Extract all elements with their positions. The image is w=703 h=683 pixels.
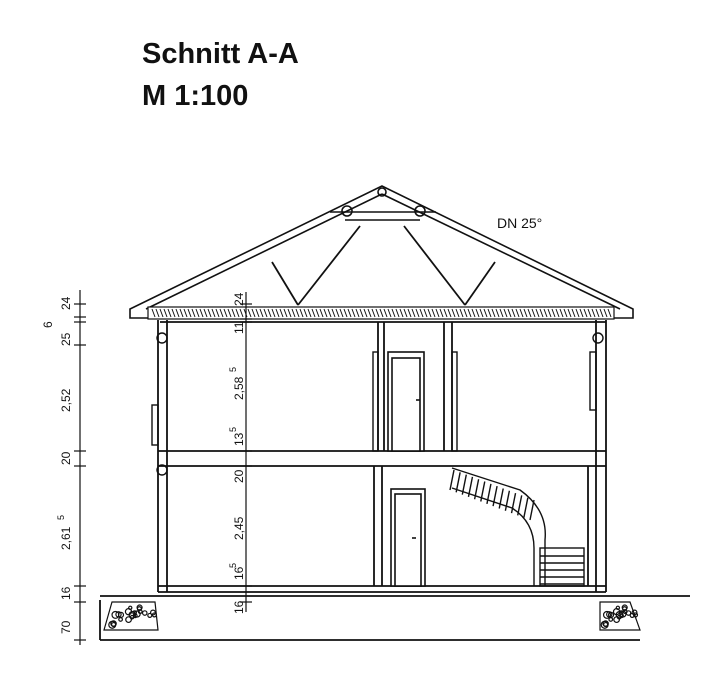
gravel-stone (137, 607, 141, 611)
dim-inner-1: 24 (232, 292, 246, 306)
dim-left-4: 2,52 (59, 388, 73, 412)
gravel-stone (623, 607, 627, 611)
dim-left-2: 6 (41, 321, 55, 328)
gravel-stone (609, 618, 613, 622)
ceiling-beam (148, 307, 614, 319)
roof (130, 186, 633, 318)
lower-door (391, 489, 425, 586)
drawing-scale: M 1:100 (142, 80, 249, 112)
foundation-left (104, 602, 158, 630)
foundation-right (600, 602, 640, 630)
inner-dimension-chain (240, 292, 252, 612)
dim-inner-7-sup: 5 (228, 562, 238, 568)
stair-step (524, 498, 528, 518)
stair-step (450, 470, 454, 490)
left-dimension-chain (74, 290, 86, 645)
roof-pitch-label: DN 25° (497, 215, 543, 231)
dim-left-5: 20 (59, 451, 73, 465)
window-markers (152, 333, 603, 475)
dim-left-1: 24 (59, 296, 73, 310)
gravel-stone (112, 623, 116, 627)
dim-left-3: 25 (59, 332, 73, 346)
dim-inner-3: 2,58 (232, 376, 246, 400)
dim-inner-6: 2,45 (232, 516, 246, 540)
gravel-stone (604, 623, 608, 627)
dim-left-7: 16 (59, 586, 73, 600)
dim-inner-7: 16 (232, 566, 246, 580)
drawing-title: Schnitt A-A (142, 38, 299, 70)
dim-left-8: 70 (59, 620, 73, 634)
gravel-stone (119, 618, 123, 622)
gravel-stone (616, 606, 619, 609)
dim-inner-4: 13 (232, 432, 246, 446)
dim-inner-2: 11 (232, 321, 246, 334)
dim-left-6-sup: 5 (56, 514, 66, 520)
upper-door (388, 352, 424, 451)
stair-step (518, 495, 522, 515)
dim-inner-8: 16 (232, 600, 246, 614)
stair-step (505, 491, 509, 511)
dim-inner-4-sup: 5 (228, 426, 238, 432)
stair-step (530, 500, 534, 520)
dim-left-6: 2,61 (59, 526, 73, 550)
staircase (450, 468, 584, 586)
gravel-stone (143, 611, 147, 615)
dim-inner-5: 20 (232, 469, 246, 483)
stair-step (456, 472, 460, 492)
gravel-stone (129, 606, 132, 609)
dim-inner-3-sup: 5 (228, 366, 238, 372)
